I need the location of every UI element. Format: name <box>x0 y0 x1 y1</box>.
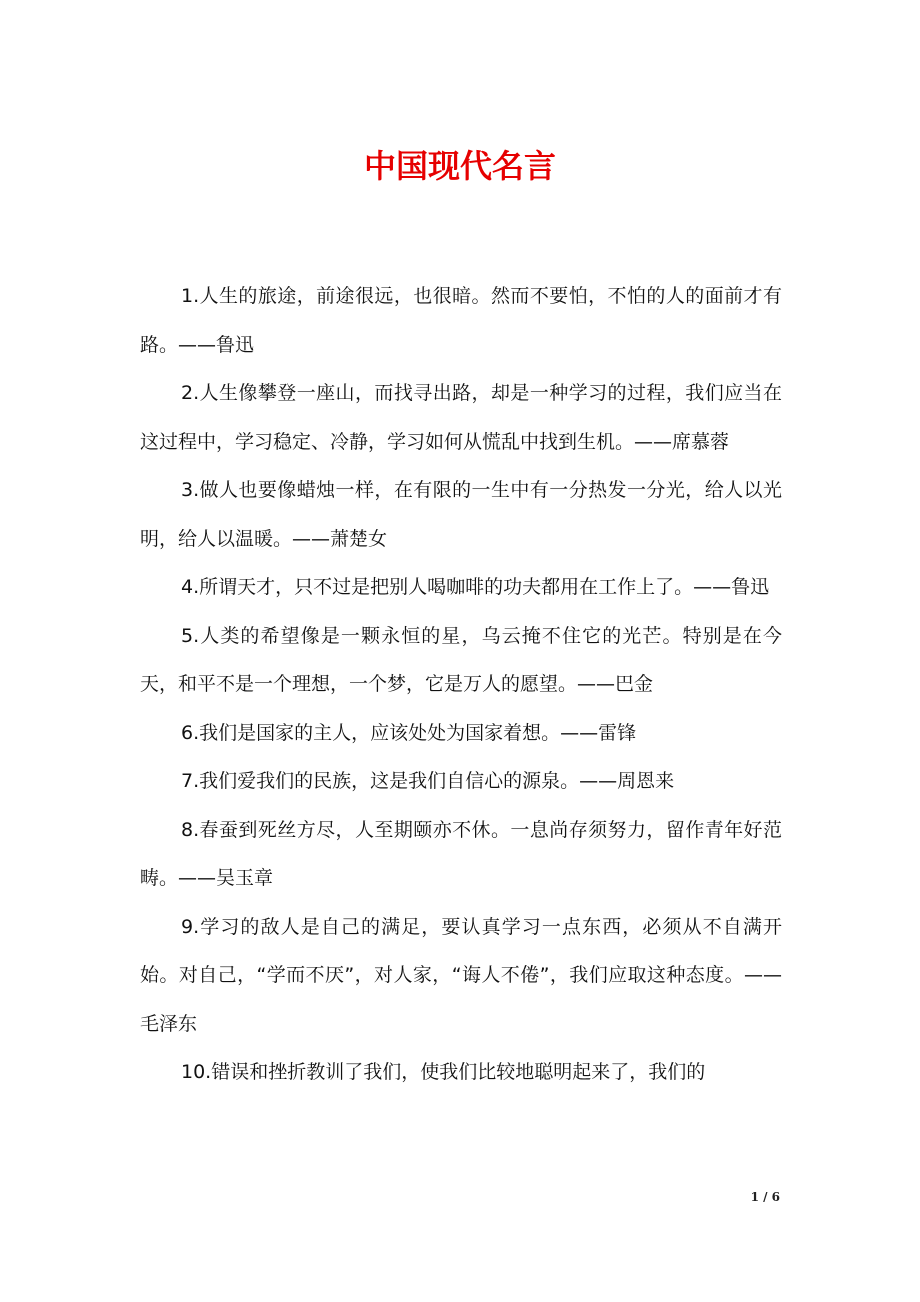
quote-list <box>140 272 782 1097</box>
list-item: 10.错误和挫折教训了我们，使我们比较地聪明起来了，我们的 <box>181 1061 706 1083</box>
list-item: 7.我们爱我们的民族，这是我们自信心的源泉。——周恩来 <box>181 770 675 792</box>
list-item: 2.人生像攀登一座山，而找寻出路，却是一种学习的过程，我们应当在这过程中，学习稳定、冷静，学习如何从慌乱中找到生机。——席慕蓉 <box>140 382 782 453</box>
list-item: 8.春蚕到死丝方尽，人至期颐亦不休。一息尚存须努力，留作青年好范畴。——吴玉章 <box>140 818 782 889</box>
list-item: 3.做人也要像蜡烛一样，在有限的一生中有一分热发一分光，给人以光明，给人以温暖。——萧楚女 <box>140 479 782 550</box>
list-item: 5.人类的希望像是一颗永恒的星，乌云掩不住它的光芒。特别是在今天，和平不是一个理想，一个梦，它是万人的愿望。——巴金 <box>140 624 782 695</box>
list-item: 1.人生的旅途，前途很远，也很暗。然而不要怕，不怕的人的面前才有路。——鲁迅 <box>140 285 782 356</box>
page-number: 1 / 6 <box>750 1190 780 1204</box>
list-item: 9.学习的敌人是自己的满足，要认真学习一点东西，必须从不自满开始。对自己，“学而不厌”，对人家，“诲人不倦”，我们应取这种态度。——毛泽东 <box>140 915 782 1035</box>
page-title: 中国现代名言 <box>363 147 556 185</box>
list-item: 4.所谓天才，只不过是把别人喝咖啡的功夫都用在工作上了。——鲁迅 <box>181 576 770 598</box>
list-item: 6.我们是国家的主人，应该处处为国家着想。——雷锋 <box>181 721 637 744</box>
